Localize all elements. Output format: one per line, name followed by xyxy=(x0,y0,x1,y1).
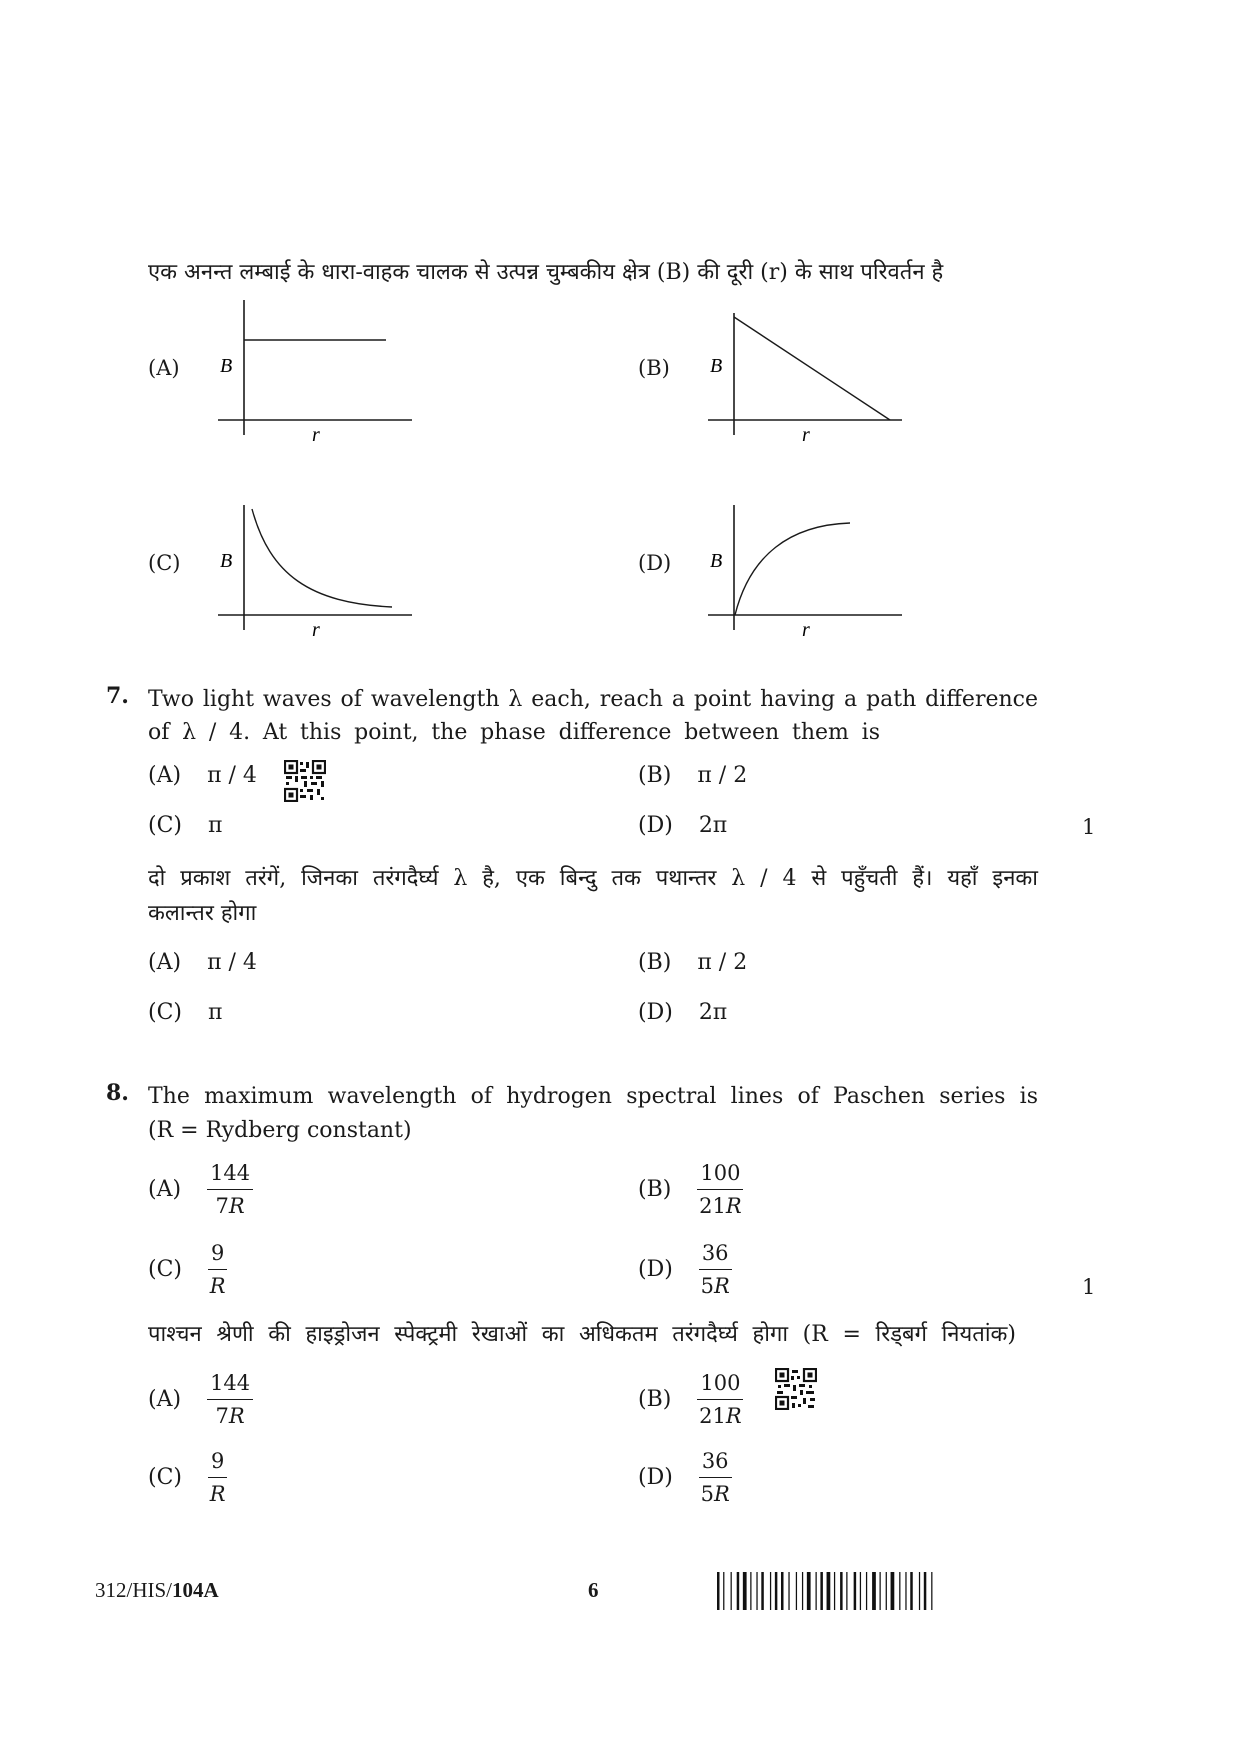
q6-option-c-label: (C) xyxy=(148,551,181,575)
q8-option-a-label: (A) xyxy=(148,1177,182,1202)
graph-d-curve xyxy=(735,523,850,615)
graph-a-y-label: B xyxy=(220,355,233,377)
graph-d-x-label: r xyxy=(802,619,810,641)
graph-c-curve xyxy=(252,509,392,607)
q8-hindi-option-b-label: (B) xyxy=(638,1387,672,1412)
q6-option-d-label: (D) xyxy=(638,551,672,575)
q6-option-b-label: (B) xyxy=(638,356,670,380)
graph-a-x-label: r xyxy=(312,424,320,446)
q8-text-line1: The maximum wavelength of hydrogen spectral lines of Paschen series is xyxy=(148,1084,1038,1109)
graph-b-x-label: r xyxy=(802,424,810,446)
q7-option-d-value: 2π xyxy=(698,813,728,838)
q6-option-a-label: (A) xyxy=(148,356,180,380)
q7-option-c-label: (C) xyxy=(148,813,182,838)
q8-hindi-option-d-label: (D) xyxy=(638,1465,673,1490)
q7-text-line2: of λ / 4. At this point, the phase difference between them is xyxy=(148,720,880,745)
q8-option-d-fraction: $\frac{36}{5R}$ xyxy=(700,1241,730,1298)
q8-hindi-option-a-label: (A) xyxy=(148,1387,182,1412)
q8-hindi-option-c-label: (C) xyxy=(148,1465,182,1490)
q7-number: 7. xyxy=(106,683,129,709)
graph-b-y-label: B xyxy=(710,355,723,377)
q8-option-b-fraction: $\frac{100}{21R}$ xyxy=(699,1161,742,1218)
page-number: 6 xyxy=(588,1578,599,1602)
q6-graph-a xyxy=(200,300,430,450)
q8-marks: 1 xyxy=(1082,1275,1096,1299)
q8-hindi-option-b-fraction: $\frac{100}{21R}$ xyxy=(699,1371,742,1428)
graph-c-y-label: B xyxy=(220,550,233,572)
graph-c-x-label: r xyxy=(312,619,320,641)
q8-hindi-line1: पाश्चन श्रेणी की हाइड्रोजन स्पेक्ट्रमी रेखाओं का अधिकतम तरंगदैर्घ्य होगा (R = रिड्बर्ग नियतांक) xyxy=(148,1322,1016,1347)
q8-option-a-fraction: $\frac{144}{7R}$ xyxy=(207,1160,253,1219)
q7-hindi-option-b-value: π / 2 xyxy=(697,950,748,975)
graph-b-curve xyxy=(734,317,890,420)
q8-hindi-option-a-fraction: $\frac{144}{7R}$ xyxy=(207,1370,253,1429)
q8-hindi-option-c-fraction: $\frac{9}{R}$ xyxy=(209,1449,226,1506)
paper-code: 312/HIS/104A xyxy=(95,1578,219,1602)
q8-text-line2: (R = Rydberg constant) xyxy=(148,1118,412,1143)
q8-option-b-label: (B) xyxy=(638,1177,672,1202)
barcode-icon xyxy=(717,1572,993,1610)
q6-hindi-stem: एक अनन्त लम्बाई के धारा-वाहक चालक से उत्पन्न चुम्बकीय क्षेत्र (B) की दूरी (r) के साथ परिवर्तन है xyxy=(148,260,944,285)
q6-graph-c xyxy=(200,495,430,645)
q8-option-c-label: (C) xyxy=(148,1257,182,1282)
q7-hindi-line2: कलान्तर होगा xyxy=(148,901,257,926)
q7-option-b-value: π / 2 xyxy=(697,763,748,788)
q7-option-a-value: π / 4 xyxy=(207,763,257,788)
graph-d-y-label: B xyxy=(710,550,723,572)
q7-option-c-value: π xyxy=(208,813,223,838)
q7-marks: 1 xyxy=(1082,815,1096,839)
q7-option-b-label: (B) xyxy=(638,763,672,788)
q7-hindi-option-c-value: π xyxy=(208,1000,223,1025)
q7-hindi-option-a-value: π / 4 xyxy=(207,950,257,975)
q8-number: 8. xyxy=(106,1080,129,1106)
q7-hindi-option-d-label: (D) xyxy=(638,1000,673,1025)
q8-hindi-option-d-fraction: $\frac{36}{5R}$ xyxy=(700,1449,730,1506)
q7-hindi-option-d-value: 2π xyxy=(698,1000,728,1025)
q6-graph-b xyxy=(690,300,920,450)
q8-option-c-fraction: $\frac{9}{R}$ xyxy=(209,1241,226,1298)
q7-option-d-label: (D) xyxy=(638,813,673,838)
q7-hindi-option-c-label: (C) xyxy=(148,1000,182,1025)
q8-option-d-label: (D) xyxy=(638,1257,673,1282)
qr-code-icon xyxy=(284,760,326,802)
q7-hindi-option-a-label: (A) xyxy=(148,950,182,975)
qr-code-icon xyxy=(775,1368,817,1410)
q6-graph-d xyxy=(690,495,920,645)
q7-option-a-label: (A) xyxy=(148,763,182,788)
q7-hindi-option-b-label: (B) xyxy=(638,950,672,975)
q7-text-line1: Two light waves of wavelength λ each, reach a point having a path difference xyxy=(148,687,1038,712)
q7-hindi-line1: दो प्रकाश तरंगें, जिनका तरंगदैर्घ्य λ है, एक बिन्दु तक पथान्तर λ / 4 से पहुँचती हैं। यहाँ इनका xyxy=(148,866,1038,891)
